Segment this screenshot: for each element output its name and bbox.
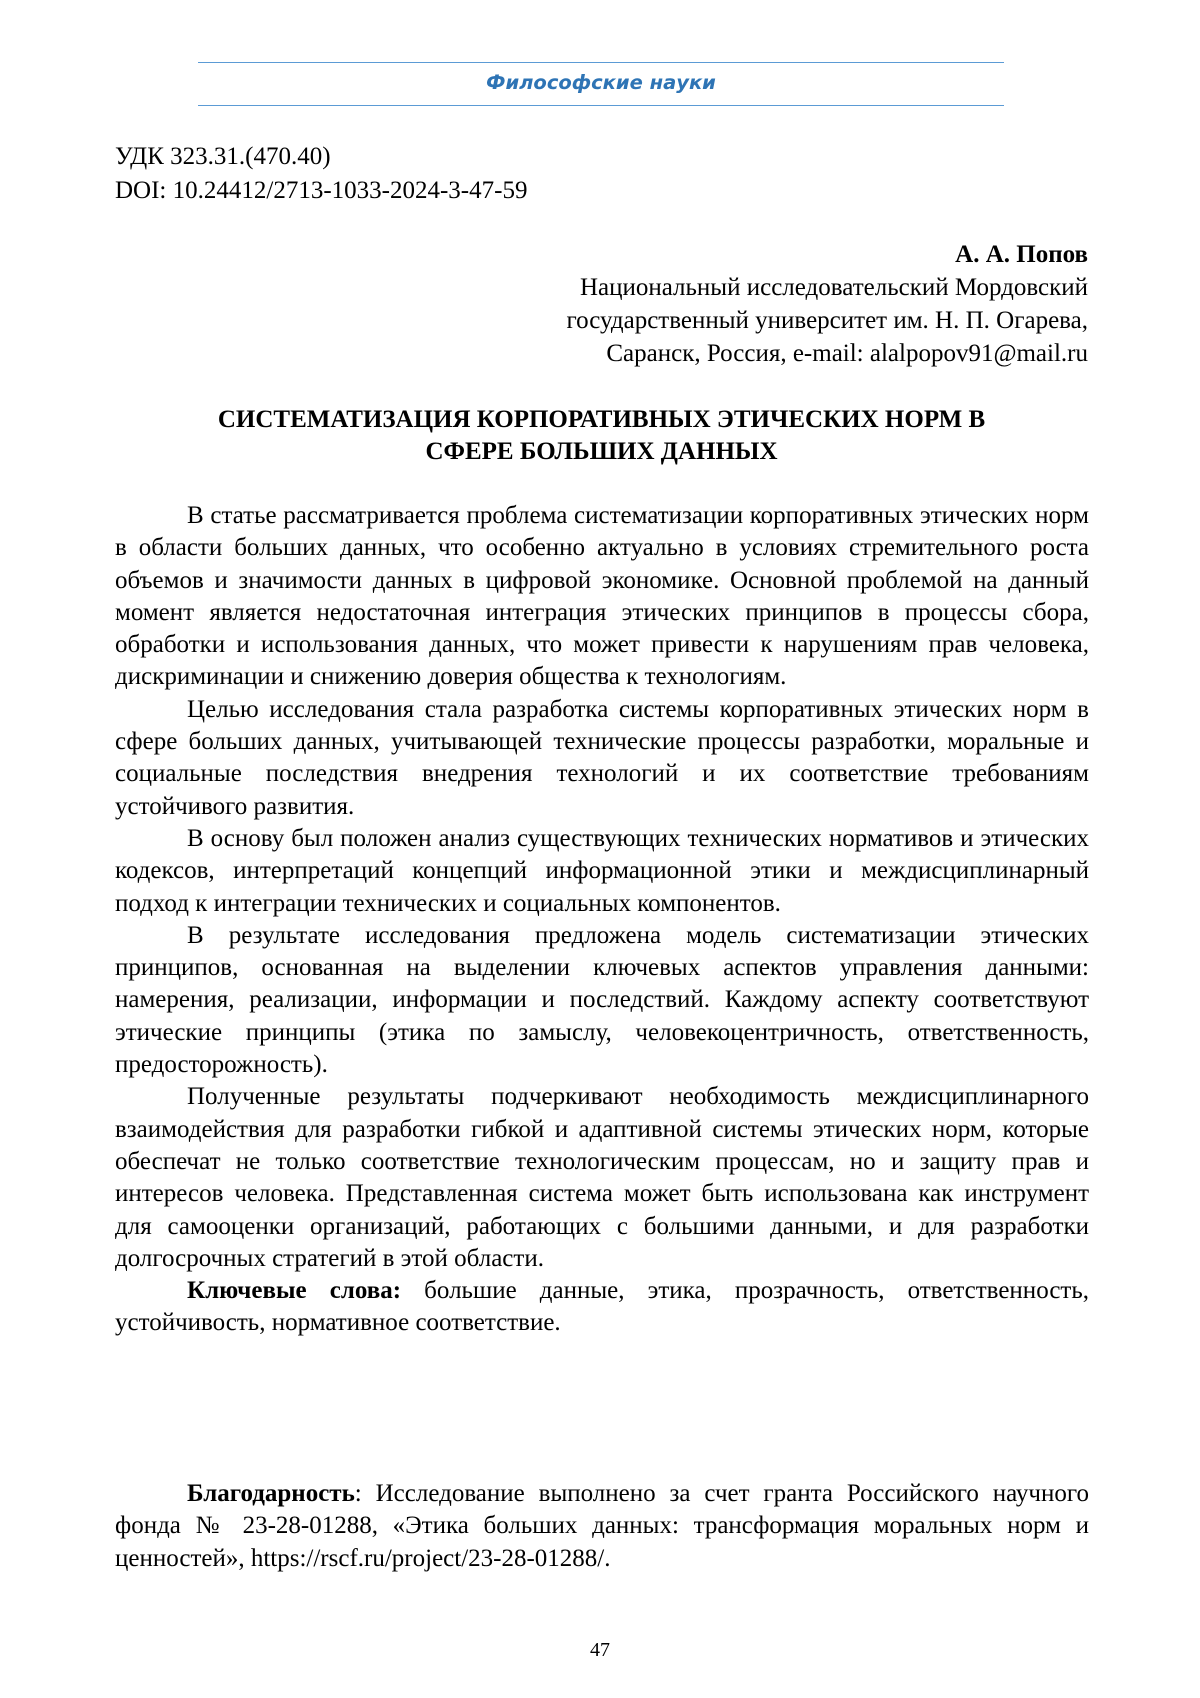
author-name: А. А. Попов [955,241,1088,268]
keywords [115,1275,1089,1340]
running-header [198,62,1004,106]
doi: DOI: 10.24412/2713-1033-2024-3-47-59 [115,177,528,204]
abstract-paragraph: В результате исследования предложена модель систематизации этических принципов, основанная на выделении ключевых аспектов управления данными: намерения, реализации, информации и последствий. Каждому аспекту соответствуют этические принципы (этика по замыслу, человекоцентричность, ответственность, предосторожность). [115,921,1089,1079]
title-line: СИСТЕМАТИЗАЦИЯ КОРПОРАТИВНЫХ ЭТИЧЕСКИХ НОРМ В [217,406,986,433]
abstract-paragraph: В основу был положен анализ существующих технических нормативов и этических кодексов, интерпретаций концепций информационной этики и междисциплинарный подход к интеграции технических и социальных компонентов. [115,824,1089,917]
section-title: Философские науки [486,71,716,94]
article-meta [115,140,527,208]
acknowledgement-paragraph [115,1478,1089,1575]
author-block [566,238,1088,370]
page-number: 47 [590,1639,610,1661]
article-title [115,404,1088,468]
acknowledgement-label: Благодарность [187,1480,355,1507]
title-line: СФЕРЕ БОЛЬШИХ ДАННЫХ [425,438,778,465]
affiliation-line: государственный университет им. Н. П. Огарева, [566,307,1088,334]
abstract-paragraph: В статье рассматривается проблема систематизации корпоративных этических норм в области больших данных, что особенно актуально в условиях стремительного роста объемов и значимости данных в цифровой экономике. Основной проблемой на данный момент является недостаточная интеграция этических принципов в процессы сбора, обработки и использования данных, что может привести к нарушениям прав человека, дискриминации и снижению доверия общества к технологиям. [115,502,1089,691]
abstract [115,500,1089,1340]
acknowledgement [115,1478,1089,1575]
udk-code: УДК 323.31.(470.40) [115,143,331,170]
acknowledgement-text: : Исследование выполнено за счет гранта Российского научного фонда № 23-28-01288, «Этика больших данных: трансформация моральных норм и ценностей», https://rscf.ru/project/23-28-01288/. [115,1480,1089,1572]
abstract-paragraph: Целью исследования стала разработка системы корпоративных этических норм в сфере больших данных, учитывающей технические процессы разработки, моральные и социальные последствия внедрения технологий и их соответствие требованиям устойчивого развития. [115,695,1089,820]
affiliation-line: Национальный исследовательский Мордовский [579,274,1088,301]
abstract-paragraph: Полученные результаты подчеркивают необходимость междисциплинарного взаимодействия для разработки гибкой и адаптивной системы этических норм, которые обеспечат не только соответствие технологическим процессам, но и защиту прав и интересов человека. Представленная система может быть использована как инструмент для самооценки организаций, работающих с большими данными, и для разработки долгосрочных стратегий в этой области. [115,1083,1089,1272]
affiliation-line: Саранск, Россия, e-mail: alalpopov91@mail.ru [606,340,1088,367]
keywords-text: большие данные, этика, прозрачность, ответственность, устойчивость, нормативное соответствие. [115,1277,1089,1337]
keywords-label: Ключевые слова: [187,1277,402,1305]
